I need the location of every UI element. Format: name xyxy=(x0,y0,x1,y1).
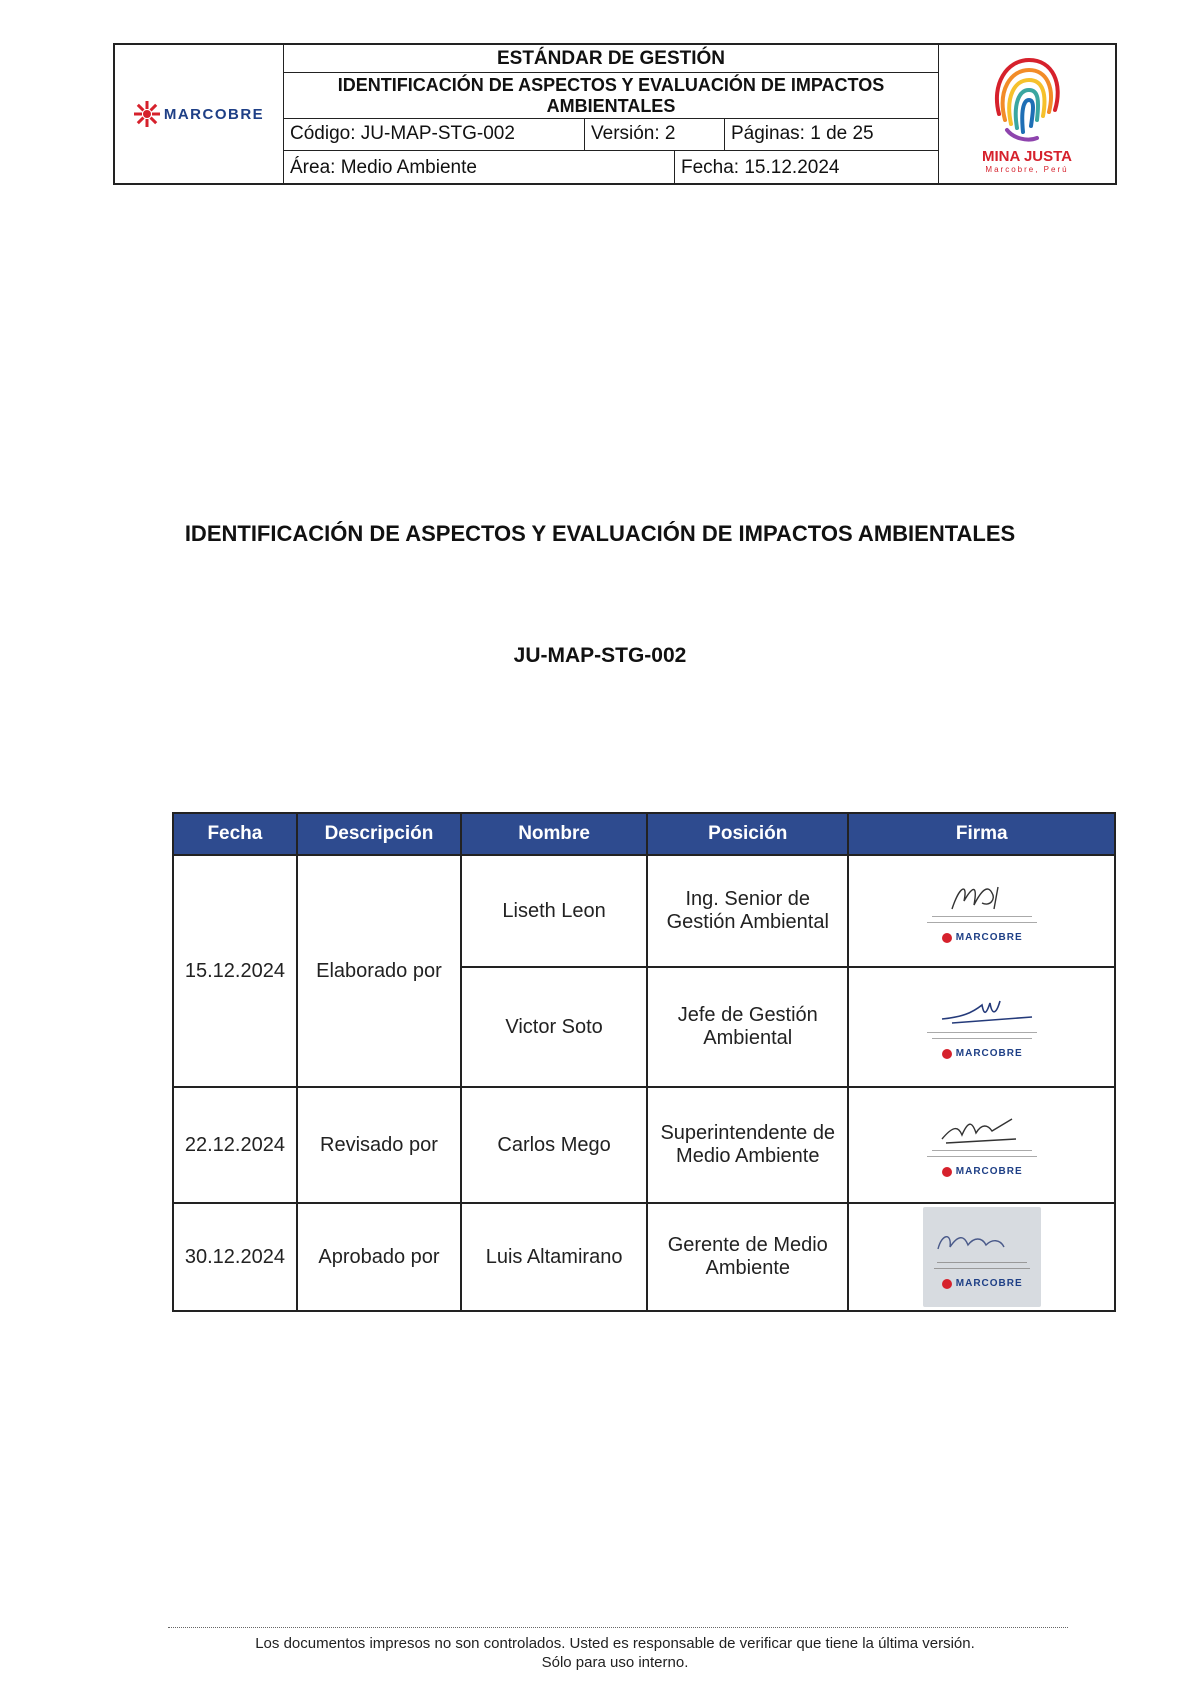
footer-internal-use: Sólo para uso interno. xyxy=(541,1654,689,1671)
row-name: Luis Altamirano xyxy=(461,1203,647,1311)
mina-justa-logo xyxy=(938,45,1115,183)
standard-label: ESTÁNDAR DE GESTIÓN xyxy=(284,45,938,73)
doc-date: Fecha: 15.12.2024 xyxy=(674,151,938,185)
column-header-fecha: Fecha xyxy=(173,813,297,855)
doc-version: Versión: 2 xyxy=(584,119,724,150)
header-title: IDENTIFICACIÓN DE ASPECTOS Y EVALUACIÓN DE IMPACTOS AMBIENTALES xyxy=(284,73,938,119)
row-date: 30.12.2024 xyxy=(173,1203,297,1311)
signature-logo-text: MARCOBRE xyxy=(955,932,1023,943)
signature-image xyxy=(853,995,1110,1060)
column-header-nombre: Nombre xyxy=(461,813,647,855)
row-description: Aprobado por xyxy=(297,1203,461,1311)
signature-image xyxy=(853,879,1110,944)
row-name: Liseth Leon xyxy=(461,855,647,967)
marcobre-sun-icon xyxy=(941,932,953,944)
footer-divider xyxy=(168,1627,1068,1628)
marcobre-logo xyxy=(115,45,284,183)
signature-image xyxy=(853,1113,1110,1178)
column-header-firma: Firma xyxy=(848,813,1115,855)
marcobre-sun-icon xyxy=(941,1278,953,1290)
signature-marcobre-logo xyxy=(941,1166,1023,1178)
table-header-row xyxy=(173,813,1115,855)
mina-justa-subtitle: Marcobre, Perú xyxy=(985,165,1069,174)
document-title: IDENTIFICACIÓN DE ASPECTOS Y EVALUACIÓN DE IMPACTOS AMBIENTALES xyxy=(184,521,1016,546)
footer-disclaimer: Los documentos impresos no son controlados. Usted es responsable de verificar que tiene la última versión. xyxy=(255,1635,975,1652)
signature-logo-text: MARCOBRE xyxy=(955,1278,1023,1289)
document-code: JU-MAP-STG-002 xyxy=(513,644,687,667)
row-position: Gerente de Medio Ambiente xyxy=(647,1203,848,1311)
row-position: Superintendente de Medio Ambiente xyxy=(647,1087,848,1203)
table-row xyxy=(173,1203,1115,1311)
column-header-descripcion: Descripción xyxy=(297,813,461,855)
row-date: 15.12.2024 xyxy=(173,855,297,1087)
signature-cell xyxy=(848,855,1115,967)
row-position: Jefe de Gestión Ambiental xyxy=(647,967,848,1087)
signature-marcobre-logo xyxy=(941,1278,1023,1290)
signature-scribble xyxy=(912,1225,1052,1261)
row-name: Carlos Mego xyxy=(461,1087,647,1203)
signature-scribble xyxy=(912,879,1052,915)
signature-logo-text: MARCOBRE xyxy=(955,1166,1023,1177)
row-description: Elaborado por xyxy=(297,855,461,1087)
marcobre-sun-icon xyxy=(941,1166,953,1178)
fingerprint-icon xyxy=(987,54,1067,146)
table-row xyxy=(173,855,1115,967)
signature-cell xyxy=(848,967,1115,1087)
signature-scribble xyxy=(912,995,1052,1031)
doc-area: Área: Medio Ambiente xyxy=(290,157,477,178)
footer xyxy=(120,1634,1110,1672)
mina-justa-wordmark: MINA JUSTA xyxy=(982,148,1072,165)
column-header-posicion: Posición xyxy=(647,813,848,855)
doc-code: Código: JU-MAP-STG-002 xyxy=(290,123,515,144)
table-row xyxy=(173,1087,1115,1203)
signature-logo-text: MARCOBRE xyxy=(955,1048,1023,1059)
row-date: 22.12.2024 xyxy=(173,1087,297,1203)
row-name: Victor Soto xyxy=(461,967,647,1087)
signature-marcobre-logo xyxy=(941,1048,1023,1060)
signature-cell xyxy=(848,1203,1115,1311)
doc-pages: Páginas: 1 de 25 xyxy=(724,119,938,150)
approval-table xyxy=(172,812,1116,1312)
marcobre-sun-icon xyxy=(941,1048,953,1060)
marcobre-sun-icon xyxy=(134,101,160,127)
row-position: Ing. Senior de Gestión Ambiental xyxy=(647,855,848,967)
signature-marcobre-logo xyxy=(941,932,1023,944)
signature-image xyxy=(923,1207,1041,1307)
marcobre-wordmark: MARCOBRE xyxy=(163,105,265,123)
document-header xyxy=(113,43,1117,185)
row-description: Revisado por xyxy=(297,1087,461,1203)
signature-scribble xyxy=(912,1113,1052,1149)
signature-cell xyxy=(848,1087,1115,1203)
